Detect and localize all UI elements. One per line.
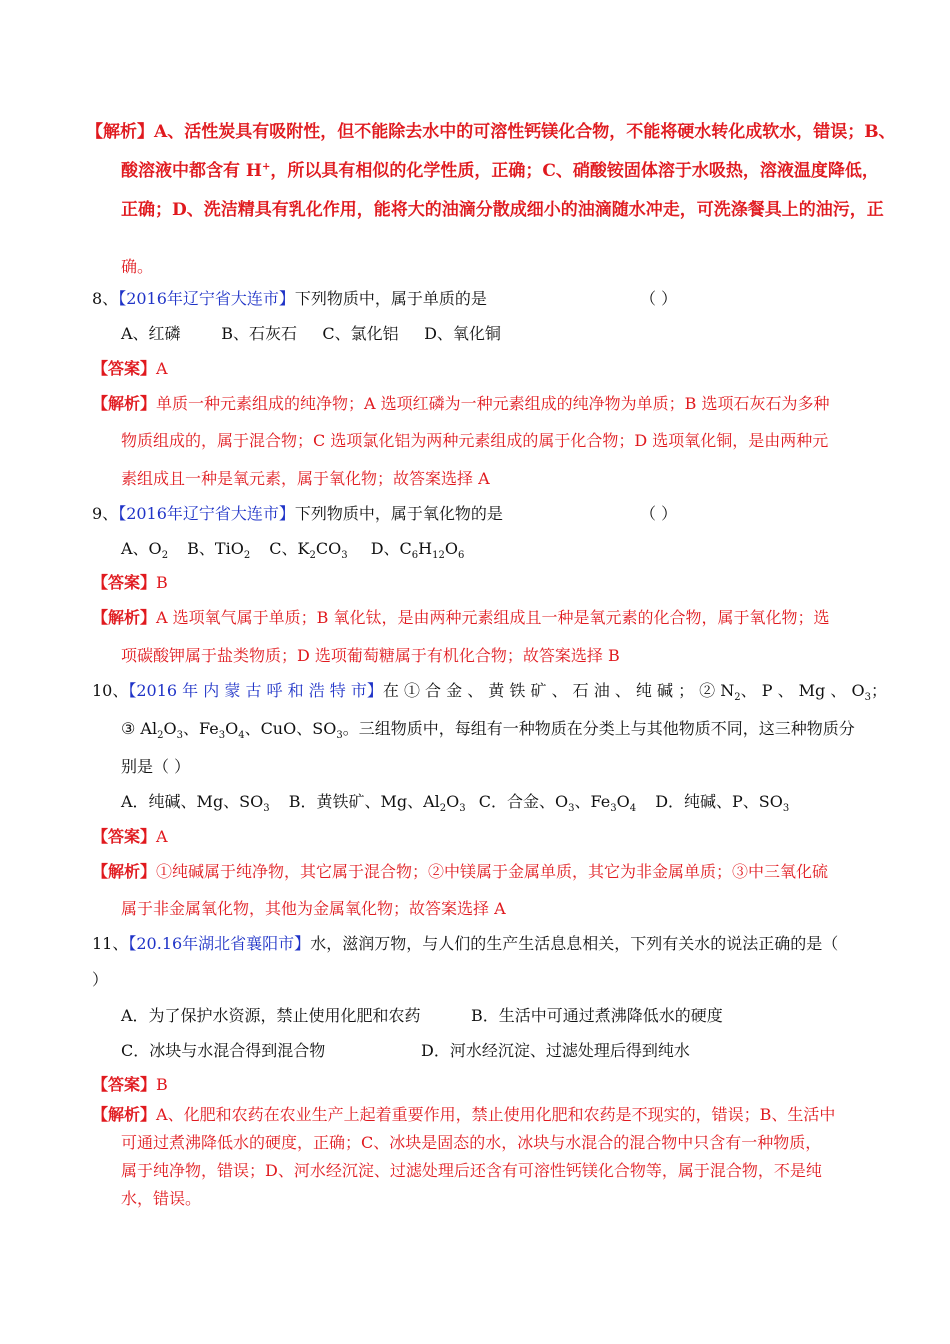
analysis-label: 【解析】 [86,122,154,142]
q11-option-c: C．冰块与水混合得到混合物 [121,1041,326,1060]
q11-analysis-line-4: 水，错误。 [121,1189,202,1208]
q11-stem-line-2: ） [92,970,109,989]
q10-options: A．纯碱、Mg、$SO_3$ B．黄铁矿、Mg、$Al_2O_3$ C．合金、$O_3$、$Fe_3O_4$ D．纯碱、P、$SO_3$ [121,792,790,815]
q11-analysis-line-1: 【解析】A、化肥和农药在农业生产上起着重要作用，禁止使用化肥和农药是不现实的，错误；B、生活中 [92,1105,836,1124]
source-tag: 【20.16年湖北省襄阳市】 [128,934,311,953]
q8-options: A、红磷 B、石灰石 C、氯化铝 D、氧化铜 [121,324,501,343]
q7-analysis-line-1: 【解析】A、活性炭具有吸附性，但不能除去水中的可溶性钙镁化合物，不能将硬水转化成软水，错误；B、 [86,122,896,142]
source-tag: 【2016年辽宁省大连市】 [118,504,295,523]
q10-stem-line-3: 别是（ ） [121,757,191,776]
q11-option-a: A．为了保护水资源，禁止使用化肥和农药 [121,1006,421,1025]
q11-stem-line-1: 11、【20.16年湖北省襄阳市】水，滋润万物，与人们的生产生活息息相关，下列有关水的说法正确的是（ [92,934,839,953]
q11-option-d: D．河水经沉淀、过滤处理后得到纯水 [421,1041,690,1060]
q8-paren: （ ） [640,289,678,308]
q9-answer: 【答案】B [92,573,168,592]
q9-analysis-line-1: 【解析】A 选项氧气属于单质；B 氧化钛，是由两种元素组成且一种是氧元素的化合物，属于氧化物；选 [92,608,830,627]
q8-analysis-line-3: 素组成且一种是氧元素，属于氧化物；故答案选择 A [121,469,490,488]
q8-analysis-line-1: 【解析】单质一种元素组成的纯净物；A 选项红磷为一种元素组成的纯净物为单质；B 选项石灰石为多种 [92,394,830,413]
q10-analysis-line-1: 【解析】①纯碱属于纯净物，其它属于混合物；②中镁属于金属单质，其它为非金属单质；③中三氧化硫 [92,862,829,881]
q9-paren: （ ） [640,504,678,523]
q9-options: A、$O_2$ B、TiO$_2$ C、$K_2CO_3$ D、$C_6H_{12}O_6$ [121,539,465,562]
source-tag: 【2016 年 内 蒙 古 呼 和 浩 特 市】 [128,681,383,700]
source-tag: 【2016年辽宁省大连市】 [118,289,295,308]
q10-analysis-line-2: 属于非金属氧化物，其他为金属氧化物；故答案选择 A [121,899,506,918]
q8-stem: 8、【2016年辽宁省大连市】下列物质中，属于单质的是 [92,289,487,308]
q10-stem-line-1: 10、【2016 年 内 蒙 古 呼 和 浩 特 市】在 ① 合 金 、 黄 铁 矿 、 石 油 、 纯 碱 ； ② $N_2$、 P 、 Mg 、 $O_3$； [92,681,887,704]
q8-answer: 【答案】A [92,359,168,378]
q11-answer: 【答案】B [92,1075,168,1094]
q11-analysis-line-3: 属于纯净物，错误；D、河水经沉淀、过滤处理后还含有可溶性钙镁化合物等，属于混合物，不是纯 [121,1161,822,1180]
q9-analysis-line-2: 项碳酸钾属于盐类物质；D 选项葡萄糖属于有机化合物；故答案选择 B [121,646,620,665]
q11-option-b: B．生活中可通过煮沸降低水的硬度 [471,1006,723,1025]
q11-analysis-line-2: 可通过煮沸降低水的硬度，正确；C、冰块是固态的水，冰块与水混合的混合物中只含有一种物质， [121,1133,822,1152]
q8-analysis-line-2: 物质组成的，属于混合物；C 选项氯化铝为两种元素组成的属于化合物；D 选项氧化铜，是由两种元 [121,431,829,450]
q7-analysis-line-2: 酸溶液中都含有 H+，所以具有相似的化学性质，正确；C、硝酸铵固体溶于水吸热，溶液温度降低， [121,161,879,181]
q10-stem-line-2: ③ $Al_2O_3$、$Fe_3O_4$、CuO、$SO_3$。三组物质中，每组有一种物质在分类上与其他物质不同，这三种物质分 [121,719,855,742]
q7-analysis-line-3: 正确；D、洗洁精具有乳化作用，能将大的油滴分散成细小的油滴随水冲走，可洗涤餐具上的油污，正 [121,200,884,220]
q10-answer: 【答案】A [92,827,168,846]
q7-analysis-line-4: 确。 [121,257,154,276]
q9-stem: 9、【2016年辽宁省大连市】下列物质中，属于氧化物的是 [92,504,503,523]
